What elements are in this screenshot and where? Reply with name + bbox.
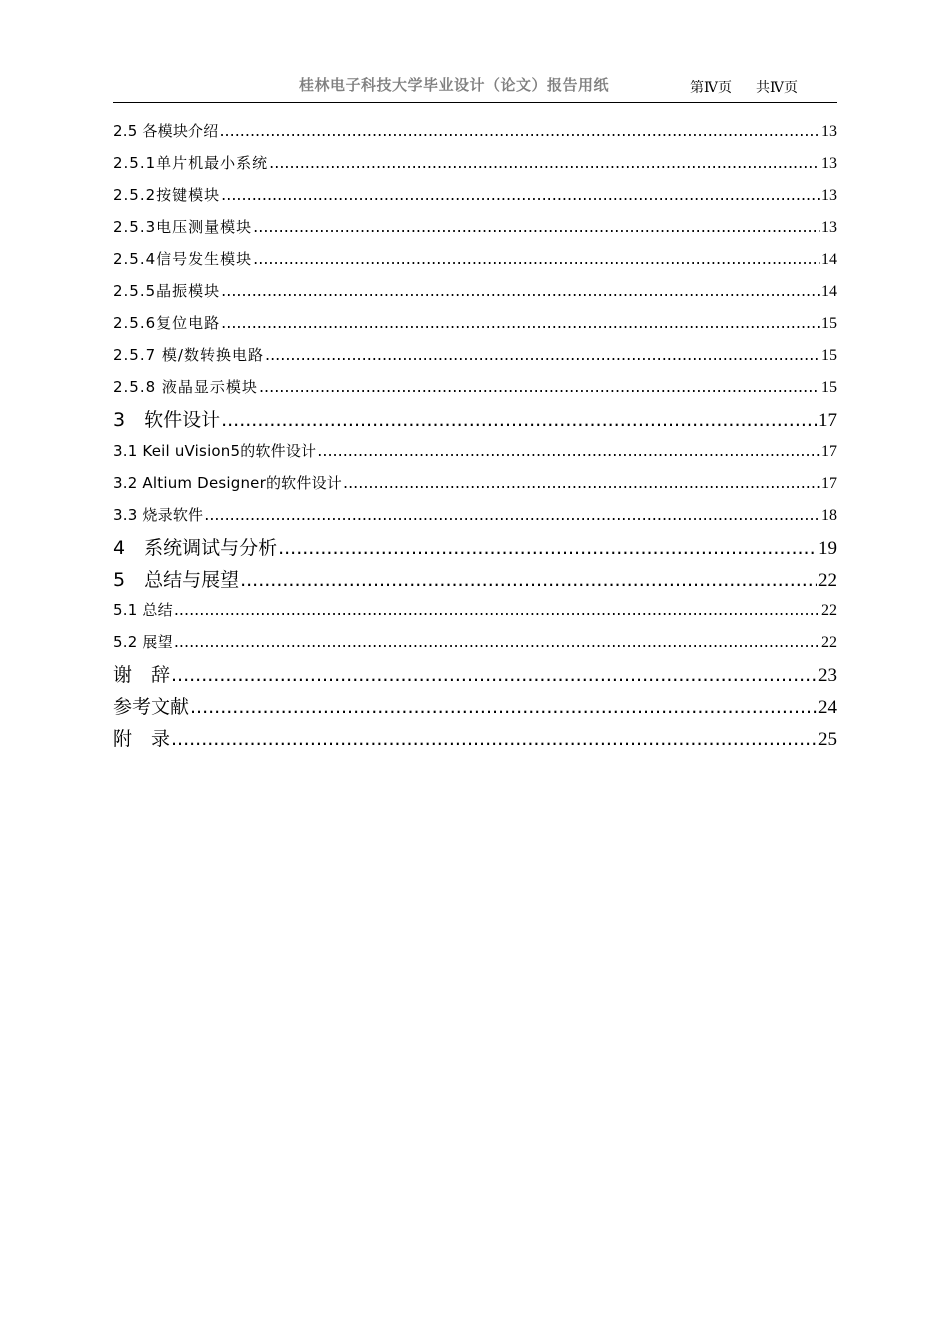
toc-entry-page: 17 xyxy=(821,443,837,460)
toc-leader xyxy=(204,505,820,524)
page-header xyxy=(113,70,837,103)
toc-entry-label: 5.2 展望 xyxy=(113,633,173,651)
toc-leader xyxy=(265,345,820,364)
toc-entry-page: 17 xyxy=(821,475,837,492)
toc-leader xyxy=(219,121,820,140)
toc-entry-page: 18 xyxy=(821,507,837,524)
toc-leader xyxy=(171,728,817,750)
toc-leader xyxy=(253,249,820,268)
toc-entry-page: 15 xyxy=(821,379,837,396)
header-title: 桂林电子科技大学毕业设计（论文）报告用纸 xyxy=(299,76,610,94)
toc-leader xyxy=(174,600,820,619)
toc-entry[interactable] xyxy=(113,312,837,333)
toc-entry-label: 2.5.6复位电路 xyxy=(113,314,221,332)
toc-entry-page: 13 xyxy=(821,219,837,236)
toc-leader xyxy=(240,569,817,591)
toc-entry-page: 14 xyxy=(821,283,837,300)
toc-entry[interactable] xyxy=(113,472,837,493)
toc-entry-page: 15 xyxy=(821,315,837,332)
toc-entry-page: 13 xyxy=(821,155,837,172)
toc-entry-label: 2.5.5晶振模块 xyxy=(113,282,221,300)
toc-entry[interactable] xyxy=(113,599,837,620)
toc-entry[interactable] xyxy=(113,344,837,365)
toc-entry-label: 3.2 Altium Designer的软件设计 xyxy=(113,474,342,492)
toc-entry-page: 17 xyxy=(818,410,837,431)
toc-entry-page: 24 xyxy=(818,697,837,718)
toc-leader xyxy=(221,185,820,204)
toc-entry-page: 22 xyxy=(818,570,837,591)
toc-entry-page: 15 xyxy=(821,347,837,364)
toc-entry[interactable] xyxy=(113,376,837,397)
toc-entry-label: 3 软件设计 xyxy=(113,409,221,431)
toc-entry[interactable] xyxy=(113,440,837,461)
toc-entry[interactable] xyxy=(113,504,837,525)
toc-leader xyxy=(190,696,817,718)
toc-entry[interactable] xyxy=(113,120,837,141)
toc-entry[interactable] xyxy=(113,533,837,560)
toc-entry-label: 2.5 各模块介绍 xyxy=(113,122,219,140)
toc-entry-page: 13 xyxy=(821,123,837,140)
toc-entry-label: 5 总结与展望 xyxy=(113,569,240,591)
toc-leader xyxy=(278,537,817,559)
toc-leader xyxy=(253,217,820,236)
toc-leader xyxy=(221,313,820,332)
toc-entry-label: 3.3 烧录软件 xyxy=(113,506,204,524)
header-total-pages: 共Ⅳ页 xyxy=(756,80,798,96)
header-page-number: 第Ⅳ页 xyxy=(690,80,732,96)
toc-entry-label: 2.5.3电压测量模块 xyxy=(113,218,253,236)
toc-entry-label: 2.5.8 液晶显示模块 xyxy=(113,378,258,396)
toc-entry[interactable] xyxy=(113,184,837,205)
toc-entry-label: 3.1 Keil uVision5的软件设计 xyxy=(113,442,317,460)
toc-entry[interactable] xyxy=(113,405,837,432)
toc-leader xyxy=(221,281,820,300)
toc-entry-label: 2.5.2按键模块 xyxy=(113,186,221,204)
toc-entry-page: 25 xyxy=(818,729,837,750)
toc-leader xyxy=(259,377,820,396)
toc-entry[interactable] xyxy=(113,216,837,237)
toc-entry[interactable] xyxy=(113,565,837,592)
toc-entry[interactable] xyxy=(113,631,837,652)
toc-entry-page: 22 xyxy=(821,602,837,619)
toc-entry-page: 23 xyxy=(818,665,837,686)
toc-entry-label: 参考文献 xyxy=(113,696,190,718)
toc-entry-label: 谢 辞 xyxy=(113,664,171,686)
toc-entry-label: 2.5.7 模/数转换电路 xyxy=(113,346,264,364)
toc-entry[interactable] xyxy=(113,724,837,751)
toc-entry[interactable] xyxy=(113,692,837,719)
toc-entry-label: 4 系统调试与分析 xyxy=(113,537,278,559)
toc-entry-label: 附 录 xyxy=(113,728,171,750)
toc-entry-page: 14 xyxy=(821,251,837,268)
toc-entry-label: 5.1 总结 xyxy=(113,601,173,619)
toc-entry-label: 2.5.1单片机最小系统 xyxy=(113,154,269,172)
toc-entry-page: 13 xyxy=(821,187,837,204)
toc-leader xyxy=(171,664,817,686)
toc-entry[interactable] xyxy=(113,280,837,301)
toc-entry-page: 19 xyxy=(818,538,837,559)
toc-entry[interactable] xyxy=(113,660,837,687)
toc-entry-label: 2.5.4信号发生模块 xyxy=(113,250,253,268)
toc-entry-page: 22 xyxy=(821,634,837,651)
toc-leader xyxy=(269,153,820,172)
toc-leader xyxy=(174,632,820,651)
toc-entry[interactable] xyxy=(113,248,837,269)
toc-leader xyxy=(317,441,820,460)
toc-leader xyxy=(343,473,820,492)
toc-leader xyxy=(221,409,817,431)
toc-entry[interactable] xyxy=(113,152,837,173)
